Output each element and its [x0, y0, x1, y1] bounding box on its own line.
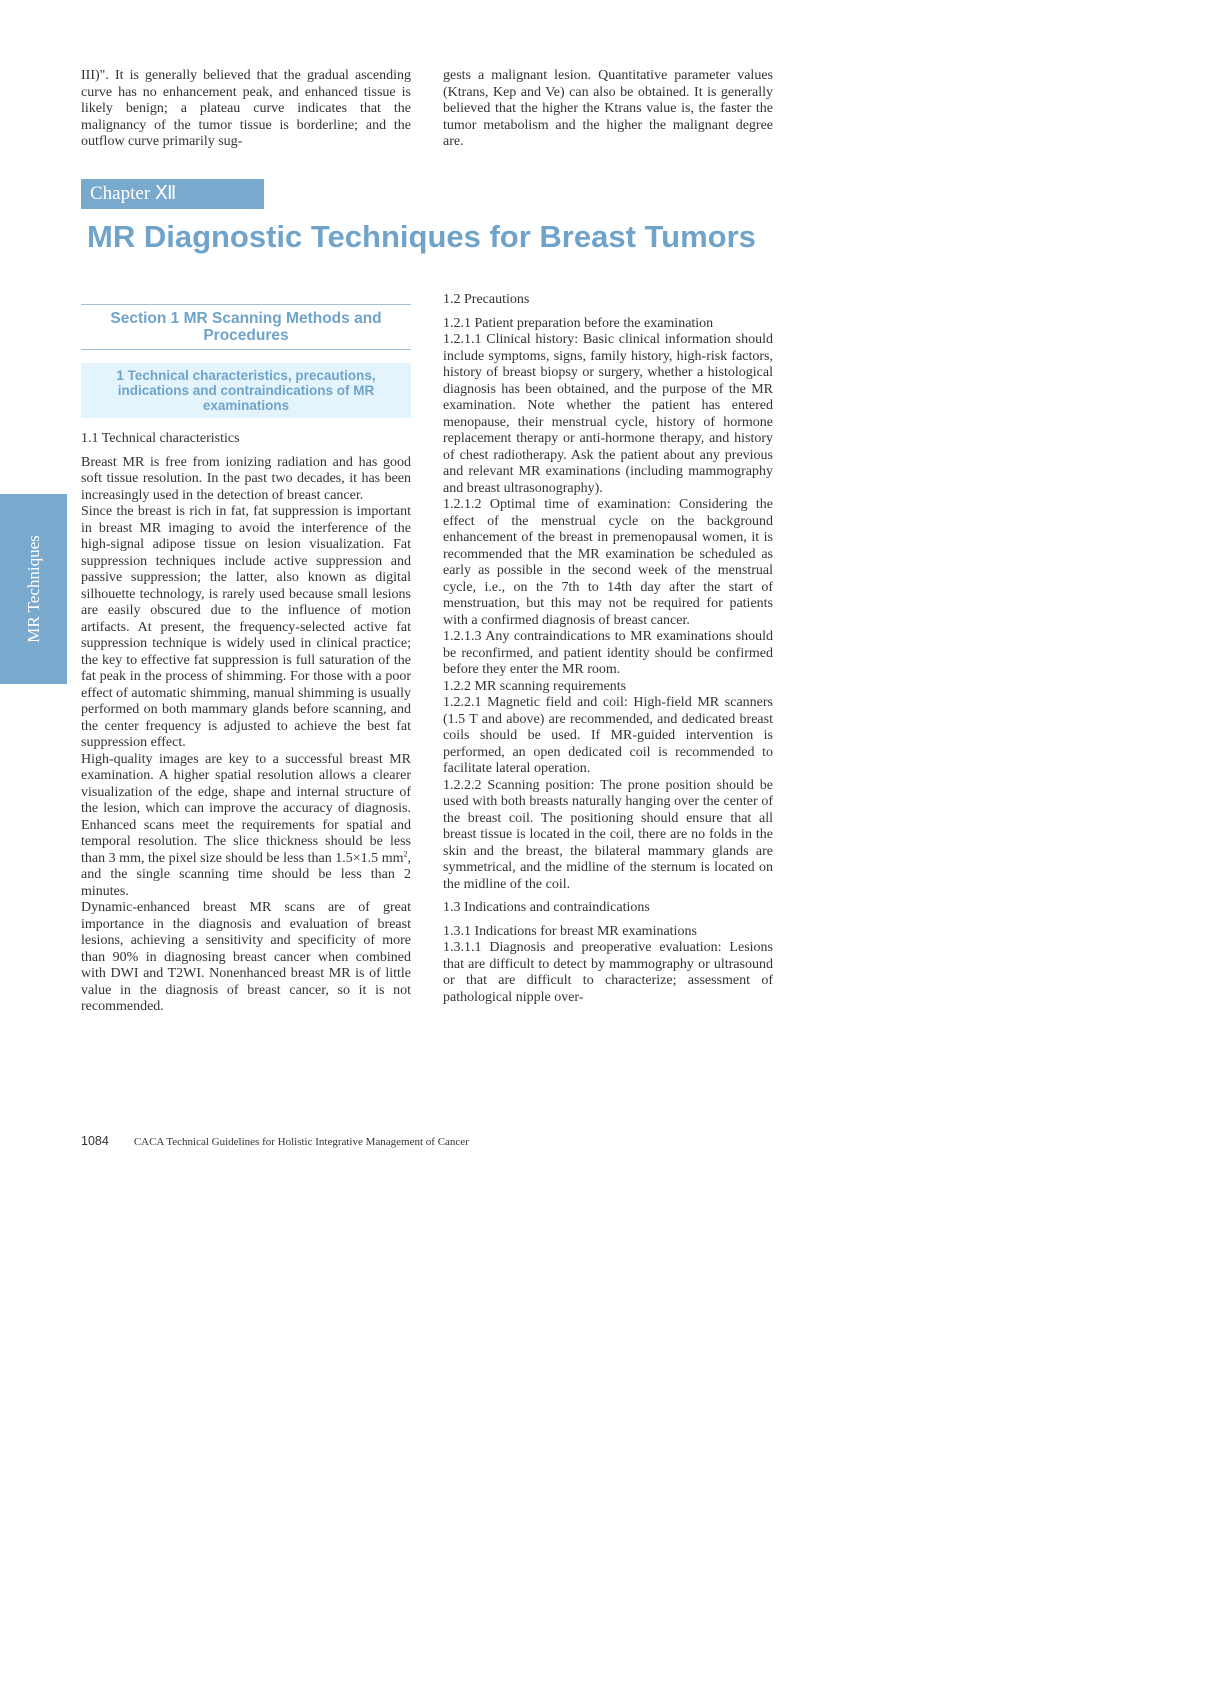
heading-1-3-1: 1.3.1 Indications for breast MR examinations	[443, 923, 697, 939]
section-subtitle: 1 Technical characteristics, precautions, indications and contraindications of MR examinations	[81, 363, 411, 418]
running-title: CACA Technical Guidelines for Holistic Integrative Management of Cancer	[133, 1136, 469, 1148]
top-left-column	[81, 68, 411, 151]
page-footer	[81, 1134, 469, 1149]
superscript: 2	[403, 848, 408, 858]
right-main-column	[443, 292, 773, 1006]
paragraph-text: , and the single scanning time should be less than 2 minutes.	[81, 850, 411, 899]
continuation-paragraph-left: III)". It is generally believed that the gradual ascending curve has no enhancement peak, and enhanced tissue is likely benign; a plateau curve indicates that the malignancy of the tumor tissue is borderline; and the outflow curve primarily sug-	[81, 68, 411, 149]
page-number: 1084	[81, 1134, 109, 1148]
chapter-tag: Chapter Ⅻ	[81, 179, 264, 209]
paragraph: Dynamic-enhanced breast MR scans are of great importance in the diagnosis and evaluation of breast lesions, achieving a sensitivity and specificity of more than 90% in diagnosing breast cancer when combined with DWI and T2WI. Nonenhanced breast MR is of little value in the diagnosis of breast cancer, so it is not recommended.	[81, 900, 411, 1014]
paragraph: 1.3.1.1 Diagnosis and preoperative evaluation: Lesions that are difficult to detect by mammography or ultrasound or that are difficult to characterize; assessment of pathological nipple over-	[443, 940, 773, 1005]
section-title: Section 1 MR Scanning Methods and Procedures	[81, 304, 411, 350]
heading-1-2-2: 1.2.2 MR scanning requirements	[443, 678, 627, 694]
paragraph: 1.2.1.2 Optimal time of examination: Considering the effect of the menstrual cycle on the background enhancement of the breast in premenopausal women, it is recommended that the MR examination be scheduled as early as possible in the second week of the menstrual cycle, i.e., on the 7th to 14th day after the start of menstruation, but this may not be required for patients with a confirmed diagnosis of breast cancer.	[443, 497, 773, 628]
paragraph: 1.2.2.2 Scanning position: The prone position should be used with both breasts naturally hanging over the center of the breast coil. The positioning should ensure that all breast tissue is located in the coil, there are no folds in the skin and the breast, the bilateral mammary glands are symmetrical, and the midline of the sternum is located on the midline of the coil.	[443, 777, 773, 892]
side-tab	[0, 494, 67, 684]
paragraph: 1.2.1.3 Any contraindications to MR examinations should be reconfirmed, and patient identity should be confirmed before they enter the MR room.	[443, 629, 773, 677]
top-right-column	[443, 68, 773, 151]
paragraph: 1.2.2.1 Magnetic field and coil: High-field MR scanners (1.5 T and above) are recommended, and dedicated breast coils should be used. If MR-guided intervention is performed, an open dedicated coil is recommended to facilitate lateral operation.	[443, 695, 773, 776]
paragraph: Since the breast is rich in fat, fat suppression is important in breast MR imaging to avoid the interference of the high-signal adipose tissue on lesion visualization. Fat suppression techniques include active suppression and passive suppression; the latter, also known as digital silhouette technology, is rarely used because small lesions are easily obscured due to the influence of motion artifacts. At present, the frequency-selected active fat suppression technique is widely used in clinical practice; the key to effective fat suppression is full saturation of the fat peak in the process of shimming. For those with a poor effect of automatic shimming, manual shimming is usually performed on both mammary glands before scanning, and the center frequency is adjusted to achieve the best fat suppression effect.	[81, 504, 411, 750]
heading-1-2-1: 1.2.1 Patient preparation before the examination	[443, 315, 714, 331]
paragraph	[81, 752, 411, 901]
heading-1-1: 1.1 Technical characteristics	[81, 431, 240, 446]
paragraph: 1.2.1.1 Clinical history: Basic clinical information should include symptoms, signs, family history, high-risk factors, history of breast biopsy or surgery, whether a histological diagnosis has been obtained, and the purpose of the MR examination. Note whether the patient has entered menopause, their menstrual cycle, history of hormone replacement therapy or anti-hormone therapy, and history of chest radiotherapy. Ask the patient about any previous and relevant MR examinations (including mammography and breast ultrasonography).	[443, 332, 773, 496]
left-main-column	[81, 431, 411, 1016]
side-tab-label: MR Techniques	[23, 535, 43, 643]
heading-1-3: 1.3 Indications and contraindications	[443, 900, 650, 915]
chapter-title: MR Diagnostic Techniques for Breast Tumors	[87, 219, 756, 254]
heading-1-2: 1.2 Precautions	[443, 292, 530, 307]
paragraph-text: High-quality images are key to a successful breast MR examination. A higher spatial resolution allows a clearer visualization of the edge, shape and internal structure of the lesion, which can improve the accuracy of diagnosis. Enhanced scans meet the requirements for spatial and temporal resolution. The slice thickness should be less than 3 mm, the pixel size should be less than 1.5×1.5 mm	[81, 751, 411, 866]
continuation-paragraph-right: gests a malignant lesion. Quantitative parameter values (Ktrans, Kep and Ve) can also be obtained. It is generally believed that the higher the Ktrans value is, the faster the tumor metabolism and the higher the malignant degree are.	[443, 68, 773, 149]
paragraph: Breast MR is free from ionizing radiation and has good soft tissue resolution. In the past two decades, it has been increasingly used in the detection of breast cancer.	[81, 454, 411, 503]
